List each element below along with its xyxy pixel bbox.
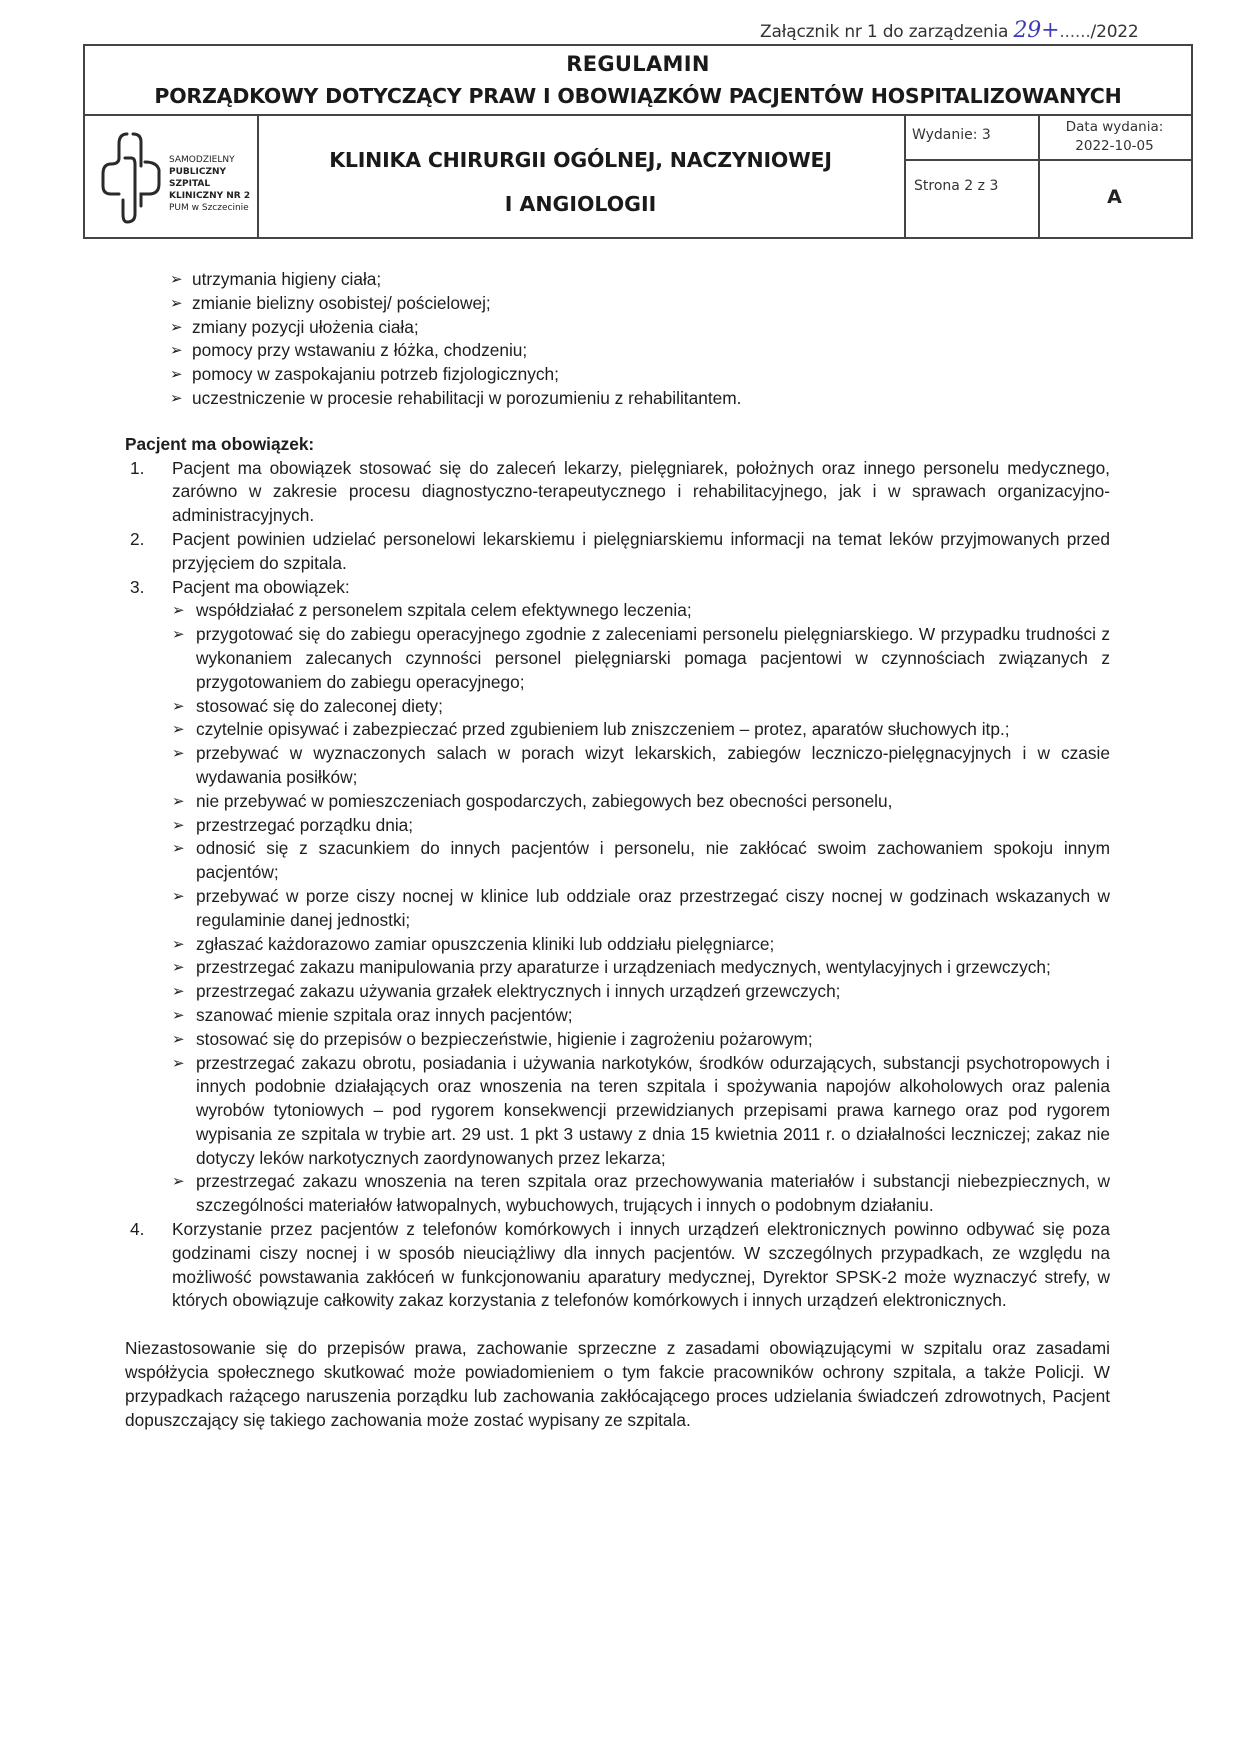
header-info-row [85, 114, 1191, 237]
obligations-list [125, 457, 1110, 1314]
arrow-bullet-icon: ➢ [172, 839, 185, 858]
arrow-bullet-icon: ➢ [170, 270, 183, 288]
item-number: 3. [130, 576, 145, 597]
issue-date-block [1038, 114, 1191, 161]
obligation-item-3: 3. Pacjent ma obowiązek: ➢ współdziałać z personelem szpitala celem efektywnego leczenia; ➢ przygotować się do zabiegu operacyjnego zgodnie z zaleceniami personelu pielęgniarskiego. W przypadku trudności z wykonaniem zalecanych czynności personel pielęgniarski pomaga pacjentowi w czynnościach związanych z przygotowaniem do zabiegu operacyjnego; ➢ stosować się do zaleconej diety; ➢ czytelnie opisywać i zabezpieczać przed zgubieniem lub zniszczeniem – protez, aparatów słuchowych itp.; ➢ przebywać w wyznaczonych salach w porach wizyt lekarskich, zabiegów leczniczo-pielęgnacyjnych i w czasie wydawania posiłków; ➢ nie przebywać w pomieszczeniach gospodarczych, zabiegowych bez obecności personelu, ➢ przestrzegać porządku dnia; ➢ odnosić się z szacunkiem do innych pacjentów i personelu, nie zakłócać swoim zachowaniem spokoju innym pacjentów; ➢ przebywać w porze ciszy nocnej w klinice lub oddziale oraz przestrzegać ciszy nocnej w godzinach wskazanych w regulaminie danej jednostki; ➢ zgłaszać każdorazowo zamiar opuszczenia kliniki lub oddziału pielęgniarce; ➢ przestrzegać zakazu manipulowania przy aparaturze i urządzeniach medycznych, wentylacyjnych i grzewczych; ➢ przestrzegać zakazu używania grzałek elektrycznych i innych urządzeń grzewczych; ➢ szanować mienie szpitala oraz innych pacjentów; ➢ stosować się do przepisów o bezpieczeństwie, higienie i zagrożeniu pożarowym; ➢ przestrzegać zakazu obrotu, posiadania i używania narkotyków, środków odurzających, substancji psychotropowych i innych podobnie działających oraz wnoszenia na teren szpitala i spożywania napojów alkoholowych oraz palenia wyrobów tytoniowych – pod rygorem konsekwencji przewidzianych przepisami prawa karnego oraz pod rygorem wypisania ze szpitala w trybie art. 29 ust. 1 pkt 3 ustawy z dnia 15 kwietnia 2011 r. o działalności leczniczej; zakaz nie dotyczy leków narkotycznych zaordynowanych przez lekarza; ➢ przestrzegać zakazu wnoszenia na teren szpitala oraz przechowywania materiałów i substancji niebezpiecznych, w szczególności materiałów łatwopalnych, wybuchowych, trujących i innych o podobnym działaniu. [125, 576, 1110, 1219]
handwritten-order-number: 29+ [1013, 18, 1060, 43]
item-number: 4. [130, 1219, 145, 1240]
list-item: ➢ uczestniczenie w procesie rehabilitacji w porozumieniu z rehabilitantem. [125, 387, 1110, 411]
hospital-cross-logo-icon [97, 128, 167, 226]
obligation-item-1: 1. Pacjent ma obowiązek stosować się do zaleceń lekarzy, pielęgniarek, położnych oraz innego personelu medycznego, zarówno w zakresie procesu diagnostyczno-terapeutycznego i rehabilitacyjnego, jak i w sprawach organizacyjno-administracyjnych. [130, 457, 1110, 526]
document-title: REGULAMIN [566, 52, 710, 76]
list-item: ➢ czytelnie opisywać i zabezpieczać przed zgubieniem lub zniszczeniem – protez, aparatów słuchowych itp.; [172, 718, 1110, 742]
arrow-bullet-icon: ➢ [172, 958, 185, 977]
logo-cell [85, 114, 259, 237]
list-item: ➢ przestrzegać zakazu obrotu, posiadania i używania narkotyków, środków odurzających, substancji psychotropowych i innych podobnie działających oraz wnoszenia na teren szpitala i spożywania napojów alkoholowych oraz palenia wyrobów tytoniowych – pod rygorem konsekwencji przewidzianych przepisami prawa karnego oraz pod rygorem wypisania ze szpitala w trybie art. 29 ust. 1 pkt 3 ustawy z dnia 15 kwietnia 2011 r. o działalności leczniczej; zakaz nie dotyczy leków narkotycznych zaordynowanych przez lekarza; [172, 1052, 1110, 1168]
arrow-bullet-icon: ➢ [172, 625, 185, 644]
issue-date-cell [1038, 114, 1191, 237]
issue-date-label: Data wydania: [1065, 119, 1164, 135]
hospital-name-line2: PUBLICZNY SZPITAL [169, 167, 227, 189]
arrow-bullet-icon: ➢ [172, 1172, 185, 1191]
list-item: ➢ zmianie bielizny osobistej/ pościelowej; [125, 292, 1110, 316]
clinic-name-line1: KLINIKA CHIRURGII OGÓLNEJ, NACZYNIOWEJ [329, 148, 832, 172]
edition-page-cell [904, 114, 1040, 237]
page-number: Strona 2 z 3 [914, 178, 999, 194]
item-number: 1. [130, 457, 145, 478]
issue-date-value: 2022-10-05 [1075, 138, 1154, 154]
list-item: ➢ przestrzegać zakazu używania grzałek elektrycznych i innych urządzeń grzewczych; [172, 980, 1110, 1004]
list-item: ➢ nie przebywać w pomieszczeniach gospodarczych, zabiegowych bez obecności personelu, [172, 790, 1110, 814]
clinic-name-line2: I ANGIOLOGII [504, 192, 657, 216]
arrow-bullet-icon: ➢ [172, 696, 185, 715]
arrow-bullet-icon: ➢ [172, 601, 185, 620]
hospital-name [169, 154, 257, 214]
arrow-bullet-icon: ➢ [172, 720, 185, 739]
list-item: ➢ szanować mienie szpitala oraz innych pacjentów; [172, 1004, 1110, 1028]
arrow-bullet-icon: ➢ [172, 1029, 185, 1048]
title-banner [85, 46, 1191, 116]
list-item: ➢ pomocy przy wstawaniu z łóżka, chodzeniu; [125, 339, 1110, 363]
list-item: ➢ przestrzegać zakazu wnoszenia na teren szpitala oraz przechowywania materiałów i substancji niebezpiecznych, w szczególności materiałów łatwopalnych, wybuchowych, trujących i innych o podobnym działaniu. [172, 1171, 1110, 1216]
arrow-bullet-icon: ➢ [172, 815, 185, 834]
obligation-item-2: 2. Pacjent powinien udzielać personelowi lekarskiemu i pielęgniarskiemu informacji na temat leków przyjmowanych przed przyjęciem do szpitala. [130, 528, 1110, 573]
hospital-name-line1: SAMODZIELNY [169, 155, 235, 165]
list-item: ➢ przestrzegać zakazu manipulowania przy aparaturze i urządzeniach medycznych, wentylacyjnych i grzewczych; [172, 956, 1110, 980]
document-header-table [83, 44, 1193, 239]
arrow-bullet-icon: ➢ [172, 982, 185, 1001]
care-assistance-list [125, 268, 1110, 411]
arrow-bullet-icon: ➢ [172, 1053, 185, 1072]
obligation-item-4: 4. Korzystanie przez pacjentów z telefonów komórkowych i innych urządzeń elektronicznych powinno odbywać się poza godzinami ciszy nocnej i w sposób nieuciążliwy dla innych pacjentów. W szczególnych przypadkach, ze względu na możliwość powstawania zakłóceń w funkcjonowaniu aparatury medycznej, Dyrektor SPSK-2 może wyznaczyć strefy, w których obowiązuje całkowity zakaz korzystania z telefonów komórkowych i innych urządzeń elektronicznych. [130, 1219, 1110, 1311]
arrow-bullet-icon: ➢ [170, 341, 183, 360]
document-body [125, 268, 1110, 1450]
list-item: ➢ przestrzegać porządku dnia; [172, 814, 1110, 838]
arrow-bullet-icon: ➢ [172, 934, 185, 953]
edition-number: Wydanie: 3 [904, 114, 1038, 161]
attachment-year: /2022 [1090, 22, 1139, 42]
list-item: ➢ przebywać w porze ciszy nocnej w klinice lub oddziale oraz przestrzegać ciszy nocnej w godzinach wskazanych w regulaminie danej jednostki; [172, 885, 1110, 930]
document-subtitle: PORZĄDKOWY DOTYCZĄCY PRAW I OBOWIĄZKÓW PACJENTÓW HOSPITALIZOWANYCH [154, 84, 1122, 108]
hospital-name-line3: KLINICZNY NR 2 [169, 191, 251, 201]
item-number: 2. [130, 528, 145, 549]
patient-duties-list [172, 599, 1110, 1218]
list-item: ➢ zgłaszać każdorazowo zamiar opuszczenia kliniki lub oddziału pielęgniarce; [172, 933, 1110, 957]
list-item: ➢ utrzymania higieny ciała; [125, 268, 1110, 292]
hospital-name-line4: PUM w Szczecinie [169, 203, 249, 213]
version-letter: A [1107, 186, 1122, 208]
arrow-bullet-icon: ➢ [170, 388, 183, 407]
arrow-bullet-icon: ➢ [170, 293, 183, 312]
list-item: ➢ stosować się do zaleconej diety; [172, 695, 1110, 719]
attachment-prefix: Załącznik nr 1 do zarządzenia [760, 22, 1014, 42]
section-heading: Pacjent ma obowiązek: [125, 433, 315, 454]
arrow-bullet-icon: ➢ [172, 1005, 185, 1024]
list-item: ➢ pomocy w zaspokajaniu potrzeb fizjologicznych; [125, 363, 1110, 387]
clinic-name-cell [257, 114, 906, 237]
list-item: ➢ przygotować się do zabiegu operacyjnego zgodnie z zaleceniami personelu pielęgniarskiego. W przypadku trudności z wykonaniem zalecanych czynności personel pielęgniarski pomaga pacjentowi w czynnościach związanych z przygotowaniem do zabiegu operacyjnego; [172, 624, 1110, 692]
attachment-dots: ...... [1059, 22, 1091, 42]
arrow-bullet-icon: ➢ [172, 744, 185, 763]
attachment-reference [760, 18, 1139, 43]
list-item: ➢ zmiany pozycji ułożenia ciała; [125, 316, 1110, 340]
closing-paragraph: Niezastosowanie się do przepisów prawa, zachowanie sprzeczne z zasadami obowiązującymi w szpitalu oraz zasadami współżycia społecznego skutkować może powiadomieniem o tym fakcie pracowników ochrony szpitala, a także Policji. W przypadkach rażącego naruszenia porządku lub zachowania zakłócającego proces udzielania świadczeń zdrowotnych, Pacjent dopuszczający się takiego zachowania może zostać wypisany ze szpitala. [125, 1338, 1110, 1430]
arrow-bullet-icon: ➢ [172, 886, 185, 905]
arrow-bullet-icon: ➢ [170, 365, 183, 384]
list-item: ➢ odnosić się z szacunkiem do innych pacjentów i personelu, nie zakłócać swoim zachowaniem spokoju innym pacjentów; [172, 838, 1110, 883]
arrow-bullet-icon: ➢ [170, 317, 183, 336]
list-item: ➢ stosować się do przepisów o bezpieczeństwie, higienie i zagrożeniu pożarowym; [172, 1028, 1110, 1052]
list-item: ➢ przebywać w wyznaczonych salach w porach wizyt lekarskich, zabiegów leczniczo-pielęgnacyjnych i w czasie wydawania posiłków; [172, 743, 1110, 787]
arrow-bullet-icon: ➢ [172, 791, 185, 810]
list-item: ➢ współdziałać z personelem szpitala celem efektywnego leczenia; [172, 599, 1110, 623]
